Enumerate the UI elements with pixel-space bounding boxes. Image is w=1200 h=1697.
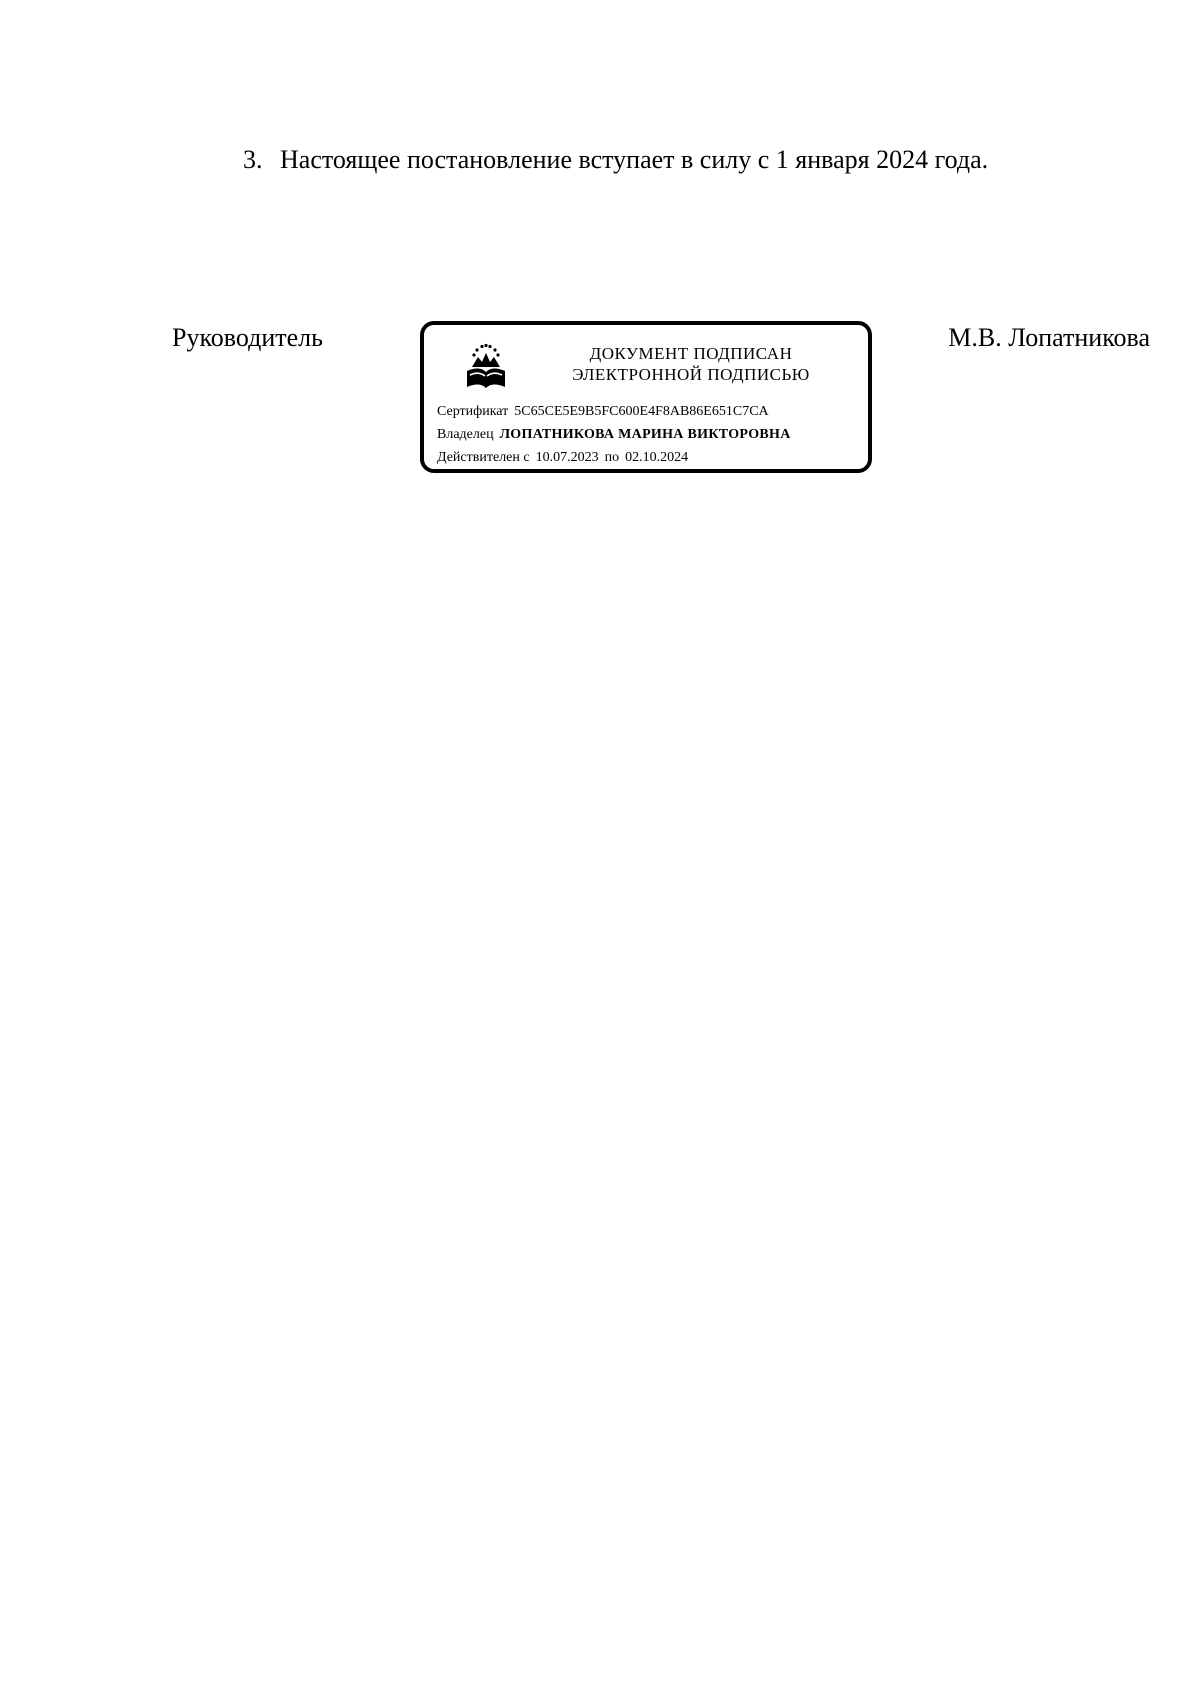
valid-from: 10.07.2023 [535,450,599,465]
stamp-owner-line [437,426,791,444]
clause-text: Настоящее постановление вступает в силу с 1 января 2024 года. [280,145,989,174]
clause-paragraph [243,143,988,177]
certificate-label: Сертификат [437,404,509,419]
owner-value: ЛОПАТНИКОВА МАРИНА ВИКТОРОВНА [499,427,791,442]
electronic-signature-stamp [420,321,872,473]
stamp-title-line-1: ДОКУМЕНТ ПОДПИСАН [589,344,793,363]
stamp-certificate-line [437,403,769,421]
owner-label: Владелец [437,427,494,442]
signer-name: М.В. Лопатникова [948,323,1150,352]
stamp-validity-line [437,449,688,467]
stamp-title-line-2: ЭЛЕКТРОННОЙ ПОДПИСЬЮ [572,365,810,384]
valid-label: Действителен с [437,450,530,465]
valid-to: 02.10.2024 [625,450,689,465]
certificate-value: 5C65CE5E9B5FC600E4F8AB86E651C7CA [514,404,769,419]
coat-of-arms-emblem-icon [464,341,508,391]
valid-to-label: по [604,450,620,465]
clause-number: 3. [243,145,263,174]
signer-role: Руководитель [172,323,323,352]
stamp-title [524,343,858,385]
